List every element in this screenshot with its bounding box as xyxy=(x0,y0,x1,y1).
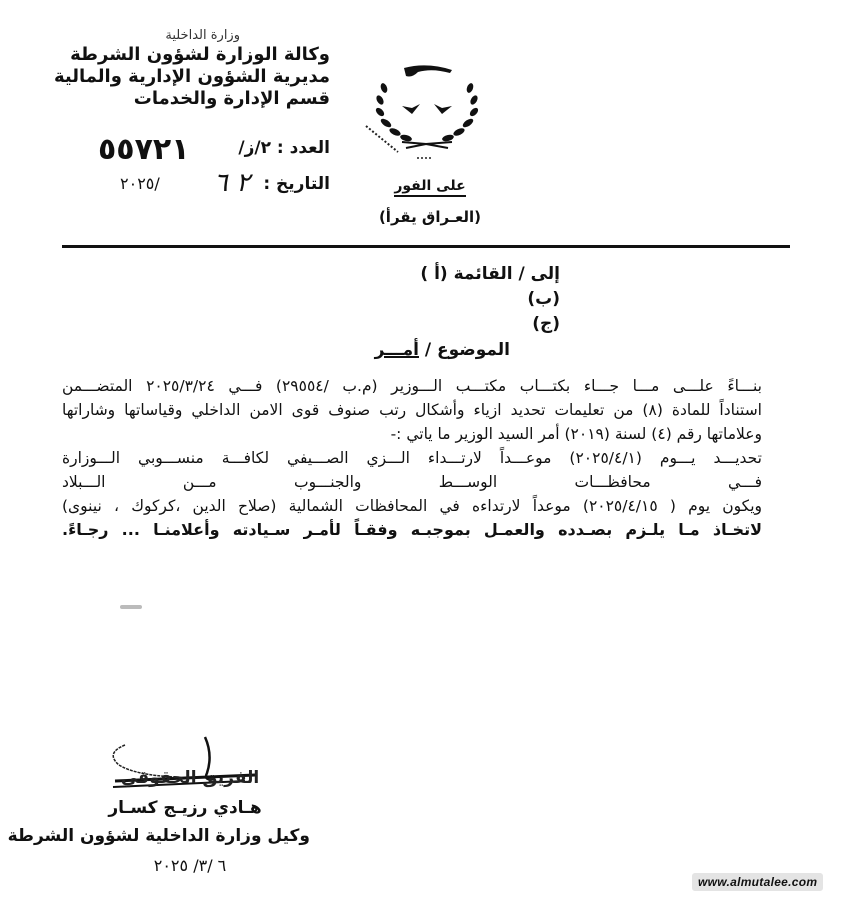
addressee-list-b: (ب) xyxy=(527,289,560,309)
subject-line xyxy=(330,340,510,360)
body-line: فـــي محافظـــات الوســـط والجنـــوب مـــن الـــبلاد xyxy=(62,473,762,491)
document-date-row xyxy=(120,168,330,202)
slogan: (العـراق يقرأ) xyxy=(378,208,482,226)
document-date-handwritten: ٢ ٦ xyxy=(213,168,250,198)
agency-name: وكالة الوزارة لشؤون الشرطة xyxy=(70,44,330,65)
body-line: استناداً للمادة (٨) من تعليمات تحديد ازياء وأشكال رتب صنوف قوى الامن الداخلي وقياساتها وشاراتها xyxy=(62,401,762,419)
emblem-icon xyxy=(362,58,492,168)
letter-body xyxy=(62,374,762,542)
document-date-label: التاريخ : xyxy=(263,174,330,194)
reference-number-label: العدد : ٢/ز/ xyxy=(238,138,330,158)
body-line: بنـــاءً علـــى مـــا جـــاء بكتـــاب مكتـــب الـــوزير (م.ب /٢٩٥٥٤) فـــي ٢٠٢٥/٣/٢٤ المتضـــمن xyxy=(62,377,762,395)
signature-date: ٦ /٣/ ٢٠٢٥ xyxy=(153,856,227,875)
urgent-label xyxy=(330,178,530,194)
ministry-name-faint: وزارة الداخلية xyxy=(165,28,240,43)
directorate-name: مديرية الشؤون الإدارية والمالية xyxy=(53,66,330,87)
body-line: ويكون يوم ( ٢٠٢٥/٤/١٥) موعداً لارتداءه في المحافظات الشمالية (صلاح الدين ،كركوك ، نينوى) xyxy=(62,497,762,515)
scan-smudge xyxy=(120,605,142,609)
addressee-list-c: (ج) xyxy=(532,314,560,334)
signatory-name: هـادي رزيـج كسـار xyxy=(108,798,262,818)
subject-value: أمـــر xyxy=(374,340,419,360)
signatory-rank: الفريق الحقوقي xyxy=(120,768,260,788)
addressee-list-a: إلى / القائمة (أ ) xyxy=(420,264,560,284)
reference-number-row xyxy=(90,132,330,166)
document-date-year: /٢٠٢٥ xyxy=(120,174,160,193)
department-name: قسم الإدارة والخدمات xyxy=(133,88,330,109)
signatory-title: وكيل وزارة الداخلية لشؤون الشرطة xyxy=(7,826,310,846)
body-line: وعلاماتها رقم (٤) لسنة (٢٠١٩) أمر السيد الوزير ما ياتي :- xyxy=(390,425,762,443)
header-divider xyxy=(62,245,790,248)
body-line: تحديـــد يـــوم (٢٠٢٥/٤/١) موعـــداً لارتـــداء الـــزي الصـــيفي لكافـــة منســـوبي الـــوزارة xyxy=(62,449,762,467)
addressee-block xyxy=(360,262,560,337)
letterhead xyxy=(53,28,330,110)
reference-number-value: ٥٥٧٢١ xyxy=(98,132,190,167)
website-watermark: www.almutalee.com xyxy=(692,873,823,891)
subject-label: الموضوع / xyxy=(418,340,510,360)
body-closing-line: لاتخـاذ مـا يلـزم بصـدده والعمـل بموجبـه وفقـاً لأمـر سـيادته وأعلامنـا ... رجـاءً. xyxy=(62,520,762,539)
urgent-text: على الفور xyxy=(394,178,465,197)
